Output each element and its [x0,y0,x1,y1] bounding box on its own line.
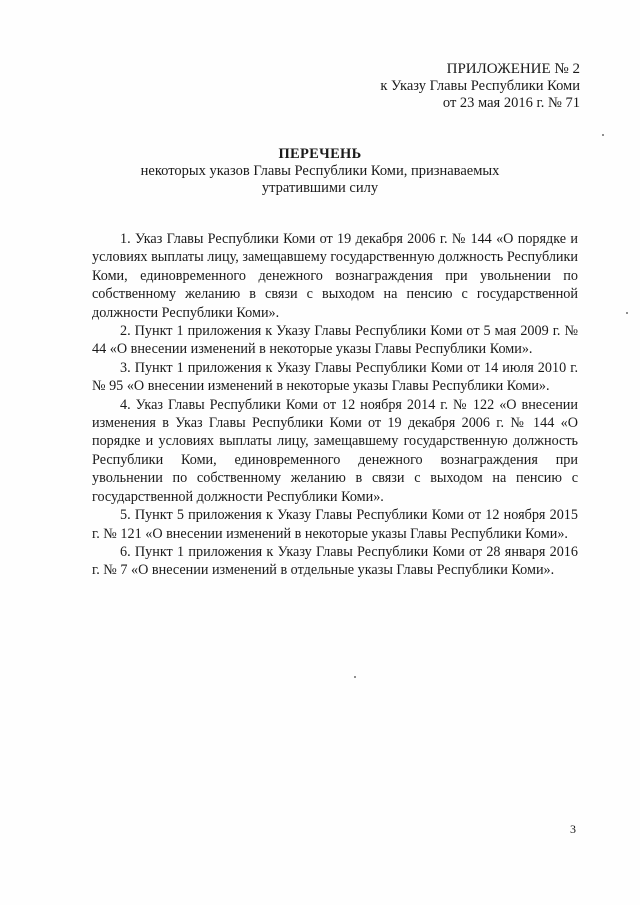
page-number: 3 [570,822,576,836]
scan-speck [602,134,604,136]
scan-speck [626,312,628,314]
list-item: 6. Пункт 1 приложения к Указу Главы Республики Коми от 28 января 2016 г. № 7 «О внесении изменений в отдельные указы Главы Республики Коми». [92,543,578,579]
document-subtitle-line-2: утратившими силу [261,180,379,196]
list-item: 2. Пункт 1 приложения к Указу Главы Республики Коми от 5 мая 2009 г. № 44 «О внесении изменений в некоторые указы Главы Республики Коми». [92,323,578,358]
list-item: 3. Пункт 1 приложения к Указу Главы Республики Коми от 14 июля 2010 г. № 95 «О внесении изменений в некоторые указы Главы Республики Коми». [92,359,578,395]
annex-decree-date: от 23 мая 2016 г. № 71 [442,95,580,111]
decree-list [92,230,578,580]
list-item: 1. Указ Главы Республики Коми от 19 декабря 2006 г. № 144 «О порядке и условиях выплаты лицу, замещавшему государственную должность Республики Коми, единовременного денежного вознаграждения при увольнении по собственному желанию в связи с выходом на пенсию с государственной должности Республики Коми». [92,231,578,321]
document-subtitle-line-1: некоторых указов Главы Республики Коми, признаваемых [140,163,500,179]
document-heading [0,146,640,197]
annex-header [380,61,580,112]
annex-title: ПРИЛОЖЕНИЕ № 2 [446,61,580,77]
list-item: 4. Указ Главы Республики Коми от 12 ноября 2014 г. № 122 «О внесении изменения в Указ Главы Республики Коми от 19 декабря 2006 г. № 144 «О порядке и условиях выплаты лицу, замещавшему государственную должность Республики Коми, единовременного денежного вознаграждения при увольнении по собственному желанию в связи с выходом на пенсию с государственной должности Республики Коми». [92,396,578,505]
document-title: ПЕРЕЧЕНЬ [278,146,362,162]
scan-speck [354,676,356,678]
annex-decree-reference: к Указу Главы Республики Коми [380,78,580,94]
list-item: 5. Пункт 5 приложения к Указу Главы Республики Коми от 12 ноября 2015 г. № 121 «О внесении изменений в некоторые указы Главы Республики Коми». [92,507,578,542]
